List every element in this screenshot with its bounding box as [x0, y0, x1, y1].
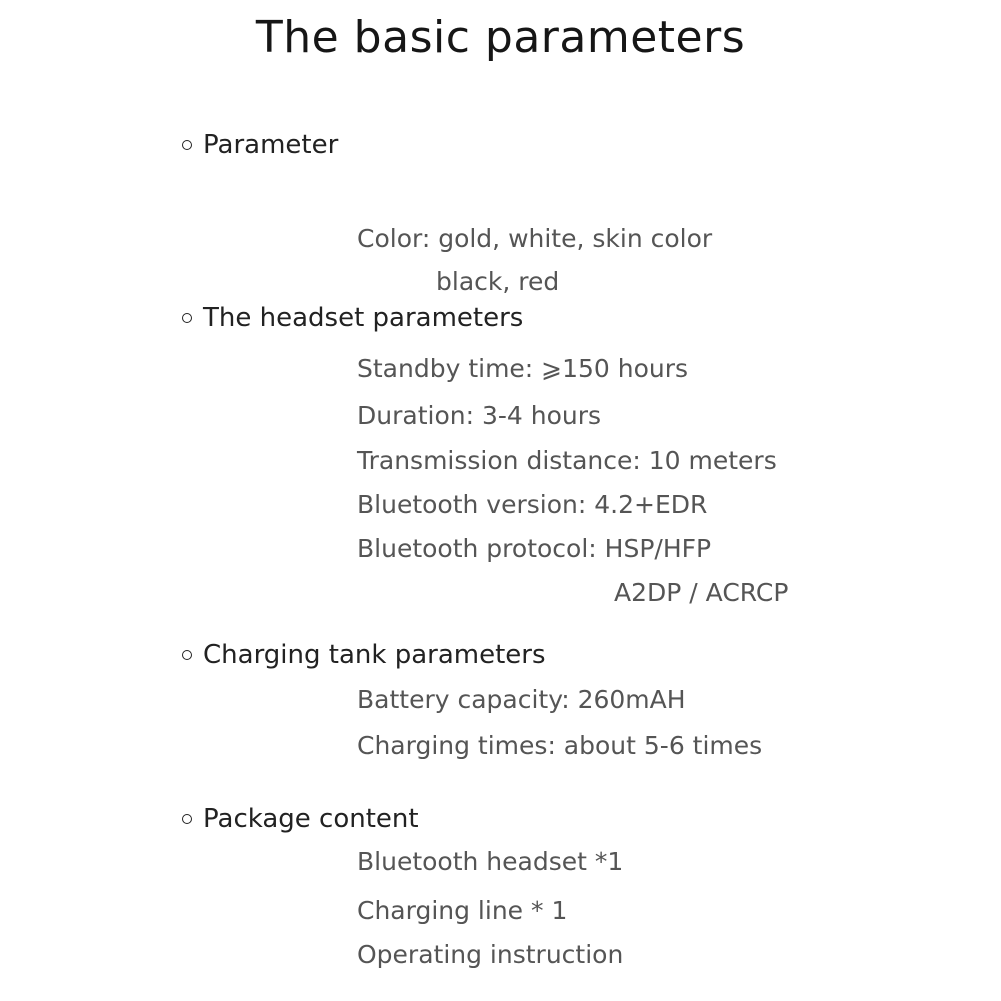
section-heading-parameter	[182, 130, 338, 160]
package-item-instruction: Operating instruction	[357, 940, 624, 969]
bluetooth-version-line: Bluetooth version: 4.2+EDR	[357, 490, 708, 519]
bluetooth-protocol-line-continued: A2DP / ACRCP	[614, 578, 789, 607]
circle-bullet-icon	[182, 140, 192, 150]
bluetooth-protocol-line: Bluetooth protocol: HSP/HFP	[357, 534, 712, 563]
color-line: Color: gold, white, skin color	[357, 224, 713, 253]
duration-line: Duration: 3-4 hours	[357, 401, 602, 430]
section-heading-label: The headset parameters	[203, 303, 524, 333]
circle-bullet-icon	[182, 650, 192, 660]
package-item-headset: Bluetooth headset *1	[357, 847, 624, 876]
section-heading-charging-tank	[182, 640, 546, 670]
standby-time-line: Standby time: ⩾150 hours	[357, 354, 689, 383]
section-heading-package-content	[182, 804, 419, 834]
circle-bullet-icon	[182, 313, 192, 323]
charging-times-line: Charging times: about 5-6 times	[357, 731, 763, 760]
color-line-continued: black, red	[436, 267, 560, 296]
section-heading-label: Parameter	[203, 130, 339, 160]
section-heading-label: Charging tank parameters	[203, 640, 546, 670]
page-title: The basic parameters	[255, 12, 746, 63]
transmission-distance-line: Transmission distance: 10 meters	[357, 446, 777, 475]
section-heading-label: Package content	[203, 804, 419, 834]
package-item-charging-line: Charging line * 1	[357, 896, 568, 925]
section-heading-headset	[182, 303, 523, 333]
battery-capacity-line: Battery capacity: 260mAH	[357, 685, 686, 714]
circle-bullet-icon	[182, 814, 192, 824]
